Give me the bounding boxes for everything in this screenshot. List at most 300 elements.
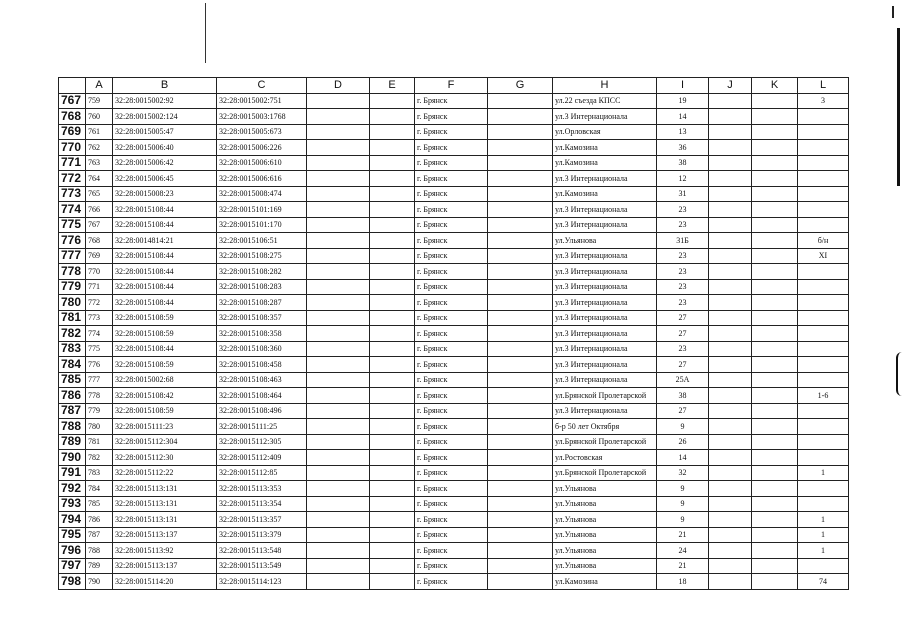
cell-c[interactable]: 32:28:0015108:464 [217,388,307,404]
cell-j[interactable] [709,558,752,574]
cell-l[interactable] [798,155,849,171]
cell-d[interactable] [307,310,370,326]
cell-k[interactable] [752,171,798,187]
cell-g[interactable] [488,109,553,125]
row-number[interactable]: 768 [59,109,86,125]
cell-k[interactable] [752,295,798,311]
cell-f[interactable]: г. Брянск [415,481,488,497]
cell-c[interactable]: 32:28:0015112:85 [217,465,307,481]
cell-j[interactable] [709,295,752,311]
cell-d[interactable] [307,465,370,481]
cell-d[interactable] [307,295,370,311]
cell-h[interactable]: ул.Камозина [553,140,657,156]
cell-b[interactable]: 32:28:0015114:20 [113,574,217,590]
cell-b[interactable]: 32:28:0014814:21 [113,233,217,249]
column-header-d[interactable]: D [307,78,370,94]
cell-h[interactable]: ул.3 Интернационала [553,326,657,342]
cell-b[interactable]: 32:28:0015113:137 [113,558,217,574]
cell-l[interactable] [798,357,849,373]
cell-i[interactable]: 25А [657,372,709,388]
cell-j[interactable] [709,233,752,249]
cell-e[interactable] [370,450,415,466]
cell-e[interactable] [370,403,415,419]
cell-l[interactable] [798,372,849,388]
row-number[interactable]: 790 [59,450,86,466]
cell-e[interactable] [370,279,415,295]
cell-a[interactable]: 789 [86,558,113,574]
cell-h[interactable]: ул.Камозина [553,155,657,171]
cell-j[interactable] [709,326,752,342]
cell-h[interactable]: ул.3 Интернационала [553,264,657,280]
cell-b[interactable]: 32:28:0015108:59 [113,357,217,373]
cell-k[interactable] [752,496,798,512]
cell-b[interactable]: 32:28:0015002:68 [113,372,217,388]
cell-g[interactable] [488,155,553,171]
cell-h[interactable]: ул.Ульянова [553,527,657,543]
row-number[interactable]: 788 [59,419,86,435]
cell-k[interactable] [752,140,798,156]
cell-h[interactable]: ул.3 Интернационала [553,202,657,218]
cell-a[interactable]: 771 [86,279,113,295]
cell-h[interactable]: ул.3 Интернационала [553,279,657,295]
cell-a[interactable]: 762 [86,140,113,156]
cell-k[interactable] [752,388,798,404]
cell-i[interactable]: 19 [657,93,709,109]
cell-d[interactable] [307,434,370,450]
cell-e[interactable] [370,264,415,280]
cell-l[interactable]: XI [798,248,849,264]
cell-a[interactable]: 763 [86,155,113,171]
cell-c[interactable]: 32:28:0015108:275 [217,248,307,264]
cell-e[interactable] [370,186,415,202]
cell-b[interactable]: 32:28:0015108:59 [113,310,217,326]
cell-j[interactable] [709,109,752,125]
cell-k[interactable] [752,326,798,342]
cell-k[interactable] [752,93,798,109]
cell-l[interactable] [798,186,849,202]
cell-e[interactable] [370,326,415,342]
cell-b[interactable]: 32:28:0015006:42 [113,155,217,171]
cell-i[interactable]: 9 [657,496,709,512]
cell-a[interactable]: 777 [86,372,113,388]
cell-k[interactable] [752,543,798,559]
cell-l[interactable]: 74 [798,574,849,590]
cell-f[interactable]: г. Брянск [415,310,488,326]
cell-e[interactable] [370,233,415,249]
cell-h[interactable]: ул.Брянской Пролетарской [553,465,657,481]
cell-k[interactable] [752,465,798,481]
cell-j[interactable] [709,186,752,202]
cell-g[interactable] [488,93,553,109]
cell-f[interactable]: г. Брянск [415,527,488,543]
cell-a[interactable]: 776 [86,357,113,373]
cell-b[interactable]: 32:28:0015112:22 [113,465,217,481]
cell-f[interactable]: г. Брянск [415,248,488,264]
cell-f[interactable]: г. Брянск [415,124,488,140]
row-number[interactable]: 798 [59,574,86,590]
cell-l[interactable]: 1 [798,543,849,559]
cell-d[interactable] [307,171,370,187]
cell-b[interactable]: 32:28:0015113:131 [113,481,217,497]
cell-d[interactable] [307,543,370,559]
cell-i[interactable]: 9 [657,419,709,435]
cell-f[interactable]: г. Брянск [415,264,488,280]
cell-a[interactable]: 769 [86,248,113,264]
cell-e[interactable] [370,140,415,156]
cell-i[interactable]: 18 [657,574,709,590]
cell-d[interactable] [307,109,370,125]
cell-g[interactable] [488,558,553,574]
cell-j[interactable] [709,372,752,388]
cell-i[interactable]: 21 [657,527,709,543]
cell-j[interactable] [709,155,752,171]
cell-i[interactable]: 23 [657,217,709,233]
cell-g[interactable] [488,372,553,388]
cell-c[interactable]: 32:28:0015108:496 [217,403,307,419]
cell-e[interactable] [370,465,415,481]
cell-e[interactable] [370,543,415,559]
cell-e[interactable] [370,372,415,388]
cell-e[interactable] [370,434,415,450]
cell-d[interactable] [307,450,370,466]
row-number[interactable]: 797 [59,558,86,574]
cell-d[interactable] [307,202,370,218]
cell-k[interactable] [752,341,798,357]
cell-j[interactable] [709,419,752,435]
cell-c[interactable]: 32:28:0015113:354 [217,496,307,512]
cell-k[interactable] [752,233,798,249]
cell-d[interactable] [307,481,370,497]
cell-l[interactable] [798,434,849,450]
cell-i[interactable]: 23 [657,202,709,218]
cell-l[interactable]: б/н [798,233,849,249]
cell-j[interactable] [709,248,752,264]
cell-l[interactable] [798,124,849,140]
cell-d[interactable] [307,558,370,574]
cell-g[interactable] [488,186,553,202]
cell-d[interactable] [307,496,370,512]
cell-e[interactable] [370,155,415,171]
cell-f[interactable]: г. Брянск [415,450,488,466]
cell-l[interactable] [798,481,849,497]
cell-k[interactable] [752,109,798,125]
cell-e[interactable] [370,496,415,512]
cell-e[interactable] [370,558,415,574]
cell-a[interactable]: 785 [86,496,113,512]
cell-c[interactable]: 32:28:0015106:51 [217,233,307,249]
cell-j[interactable] [709,465,752,481]
cell-c[interactable]: 32:28:0015101:170 [217,217,307,233]
cell-a[interactable]: 780 [86,419,113,435]
cell-d[interactable] [307,574,370,590]
cell-f[interactable]: г. Брянск [415,341,488,357]
cell-c[interactable]: 32:28:0015113:548 [217,543,307,559]
cell-g[interactable] [488,217,553,233]
cell-h[interactable]: ул.3 Интернационала [553,372,657,388]
cell-d[interactable] [307,419,370,435]
row-number[interactable]: 775 [59,217,86,233]
row-number[interactable]: 783 [59,341,86,357]
cell-c[interactable]: 32:28:0015113:379 [217,527,307,543]
cell-a[interactable]: 786 [86,512,113,528]
cell-a[interactable]: 790 [86,574,113,590]
cell-i[interactable]: 31 [657,186,709,202]
cell-j[interactable] [709,543,752,559]
cell-k[interactable] [752,279,798,295]
cell-g[interactable] [488,512,553,528]
cell-g[interactable] [488,574,553,590]
cell-c[interactable]: 32:28:0015108:463 [217,372,307,388]
cell-h[interactable]: ул.Ульянова [553,496,657,512]
cell-b[interactable]: 32:28:0015108:44 [113,202,217,218]
cell-a[interactable]: 784 [86,481,113,497]
cell-d[interactable] [307,264,370,280]
cell-f[interactable]: г. Брянск [415,171,488,187]
cell-b[interactable]: 32:28:0015113:131 [113,496,217,512]
row-number[interactable]: 789 [59,434,86,450]
cell-a[interactable]: 782 [86,450,113,466]
cell-k[interactable] [752,124,798,140]
cell-a[interactable]: 767 [86,217,113,233]
cell-a[interactable]: 787 [86,527,113,543]
cell-h[interactable]: ул.Ульянова [553,233,657,249]
cell-i[interactable]: 27 [657,326,709,342]
row-number[interactable]: 781 [59,310,86,326]
cell-d[interactable] [307,372,370,388]
cell-d[interactable] [307,124,370,140]
cell-i[interactable]: 13 [657,124,709,140]
cell-h[interactable]: ул.22 съезда КПСС [553,93,657,109]
cell-c[interactable]: 32:28:0015113:549 [217,558,307,574]
cell-f[interactable]: г. Брянск [415,295,488,311]
cell-g[interactable] [488,295,553,311]
column-header-l[interactable]: L [798,78,849,94]
cell-c[interactable]: 32:28:0015002:751 [217,93,307,109]
cell-g[interactable] [488,403,553,419]
cell-k[interactable] [752,434,798,450]
column-header-g[interactable]: G [488,78,553,94]
column-header-c[interactable]: C [217,78,307,94]
row-number[interactable]: 776 [59,233,86,249]
row-number[interactable]: 773 [59,186,86,202]
cell-f[interactable]: г. Брянск [415,512,488,528]
row-number[interactable]: 778 [59,264,86,280]
cell-c[interactable]: 32:28:0015003:1768 [217,109,307,125]
row-number[interactable]: 782 [59,326,86,342]
cell-e[interactable] [370,341,415,357]
cell-e[interactable] [370,481,415,497]
cell-c[interactable]: 32:28:0015006:616 [217,171,307,187]
row-number[interactable]: 772 [59,171,86,187]
cell-b[interactable]: 32:28:0015113:92 [113,543,217,559]
cell-l[interactable] [798,264,849,280]
cell-l[interactable] [798,295,849,311]
cell-k[interactable] [752,310,798,326]
cell-k[interactable] [752,202,798,218]
cell-l[interactable]: 1-6 [798,388,849,404]
cell-h[interactable]: ул.Брянской Пролетарской [553,434,657,450]
cell-b[interactable]: 32:28:0015108:44 [113,295,217,311]
cell-j[interactable] [709,527,752,543]
cell-b[interactable]: 32:28:0015006:45 [113,171,217,187]
cell-h[interactable]: ул.3 Интернационала [553,357,657,373]
cell-d[interactable] [307,357,370,373]
cell-d[interactable] [307,186,370,202]
cell-e[interactable] [370,124,415,140]
cell-g[interactable] [488,279,553,295]
cell-f[interactable]: г. Брянск [415,326,488,342]
cell-j[interactable] [709,217,752,233]
cell-l[interactable] [798,341,849,357]
cell-c[interactable]: 32:28:0015005:673 [217,124,307,140]
cell-f[interactable]: г. Брянск [415,186,488,202]
cell-c[interactable]: 32:28:0015111:25 [217,419,307,435]
cell-l[interactable] [798,403,849,419]
cell-j[interactable] [709,140,752,156]
row-number[interactable]: 791 [59,465,86,481]
cell-c[interactable]: 32:28:0015108:358 [217,326,307,342]
cell-b[interactable]: 32:28:0015006:40 [113,140,217,156]
cell-i[interactable]: 36 [657,140,709,156]
row-number[interactable]: 796 [59,543,86,559]
cell-k[interactable] [752,248,798,264]
cell-b[interactable]: 32:28:0015108:44 [113,217,217,233]
cell-f[interactable]: г. Брянск [415,155,488,171]
cell-j[interactable] [709,279,752,295]
cell-d[interactable] [307,326,370,342]
cell-c[interactable]: 32:28:0015006:226 [217,140,307,156]
cell-j[interactable] [709,434,752,450]
cell-i[interactable]: 32 [657,465,709,481]
row-number[interactable]: 786 [59,388,86,404]
cell-j[interactable] [709,93,752,109]
cell-i[interactable]: 38 [657,388,709,404]
cell-f[interactable]: г. Брянск [415,496,488,512]
cell-j[interactable] [709,388,752,404]
cell-a[interactable]: 765 [86,186,113,202]
cell-g[interactable] [488,140,553,156]
cell-e[interactable] [370,202,415,218]
row-number[interactable]: 777 [59,248,86,264]
cell-k[interactable] [752,419,798,435]
cell-k[interactable] [752,512,798,528]
cell-h[interactable]: ул.Ростовская [553,450,657,466]
cell-b[interactable]: 32:28:0015112:304 [113,434,217,450]
cell-h[interactable]: ул.Ульянова [553,558,657,574]
cell-a[interactable]: 759 [86,93,113,109]
cell-e[interactable] [370,357,415,373]
cell-d[interactable] [307,217,370,233]
cell-c[interactable]: 32:28:0015008:474 [217,186,307,202]
cell-h[interactable]: ул.3 Интернационала [553,310,657,326]
cell-a[interactable]: 764 [86,171,113,187]
cell-a[interactable]: 774 [86,326,113,342]
cell-g[interactable] [488,310,553,326]
cell-h[interactable]: ул.3 Интернационала [553,109,657,125]
row-number[interactable]: 779 [59,279,86,295]
row-number[interactable]: 784 [59,357,86,373]
cell-f[interactable]: г. Брянск [415,558,488,574]
cell-g[interactable] [488,171,553,187]
cell-h[interactable]: ул.3 Интернационала [553,295,657,311]
cell-k[interactable] [752,357,798,373]
row-number[interactable]: 795 [59,527,86,543]
cell-b[interactable]: 32:28:0015002:124 [113,109,217,125]
cell-d[interactable] [307,93,370,109]
cell-f[interactable]: г. Брянск [415,93,488,109]
cell-b[interactable]: 32:28:0015113:137 [113,527,217,543]
cell-a[interactable]: 768 [86,233,113,249]
cell-g[interactable] [488,326,553,342]
cell-b[interactable]: 32:28:0015108:44 [113,248,217,264]
cell-a[interactable]: 772 [86,295,113,311]
cell-g[interactable] [488,264,553,280]
cell-a[interactable]: 766 [86,202,113,218]
cell-d[interactable] [307,155,370,171]
cell-h[interactable]: ул.Камозина [553,186,657,202]
row-number[interactable]: 792 [59,481,86,497]
row-number[interactable]: 771 [59,155,86,171]
cell-c[interactable]: 32:28:0015114:123 [217,574,307,590]
row-number[interactable]: 780 [59,295,86,311]
cell-g[interactable] [488,233,553,249]
cell-k[interactable] [752,558,798,574]
cell-g[interactable] [488,357,553,373]
cell-e[interactable] [370,574,415,590]
cell-f[interactable]: г. Брянск [415,434,488,450]
cell-e[interactable] [370,295,415,311]
cell-h[interactable]: ул.3 Интернационала [553,341,657,357]
cell-c[interactable]: 32:28:0015108:357 [217,310,307,326]
row-number[interactable]: 787 [59,403,86,419]
cell-b[interactable]: 32:28:0015108:42 [113,388,217,404]
cell-l[interactable] [798,217,849,233]
cell-i[interactable]: 26 [657,434,709,450]
cell-j[interactable] [709,574,752,590]
cell-k[interactable] [752,372,798,388]
cell-b[interactable]: 32:28:0015108:44 [113,279,217,295]
cell-l[interactable] [798,310,849,326]
column-header-f[interactable]: F [415,78,488,94]
cell-f[interactable]: г. Брянск [415,543,488,559]
cell-c[interactable]: 32:28:0015108:287 [217,295,307,311]
cell-i[interactable]: 14 [657,450,709,466]
cell-i[interactable]: 14 [657,109,709,125]
cell-j[interactable] [709,357,752,373]
cell-e[interactable] [370,388,415,404]
cell-i[interactable]: 9 [657,512,709,528]
cell-b[interactable]: 32:28:0015108:59 [113,403,217,419]
cell-h[interactable]: ул.3 Интернационала [553,217,657,233]
cell-c[interactable]: 32:28:0015108:282 [217,264,307,280]
cell-f[interactable]: г. Брянск [415,403,488,419]
column-header-b[interactable]: B [113,78,217,94]
cell-j[interactable] [709,481,752,497]
column-header-i[interactable]: I [657,78,709,94]
cell-g[interactable] [488,543,553,559]
cell-j[interactable] [709,124,752,140]
cell-h[interactable]: б-р 50 лет Октября [553,419,657,435]
cell-f[interactable]: г. Брянск [415,109,488,125]
row-number[interactable]: 793 [59,496,86,512]
row-number[interactable]: 770 [59,140,86,156]
cell-b[interactable]: 32:28:0015111:23 [113,419,217,435]
cell-i[interactable]: 27 [657,310,709,326]
cell-g[interactable] [488,341,553,357]
cell-b[interactable]: 32:28:0015113:131 [113,512,217,528]
cell-d[interactable] [307,527,370,543]
cell-g[interactable] [488,419,553,435]
